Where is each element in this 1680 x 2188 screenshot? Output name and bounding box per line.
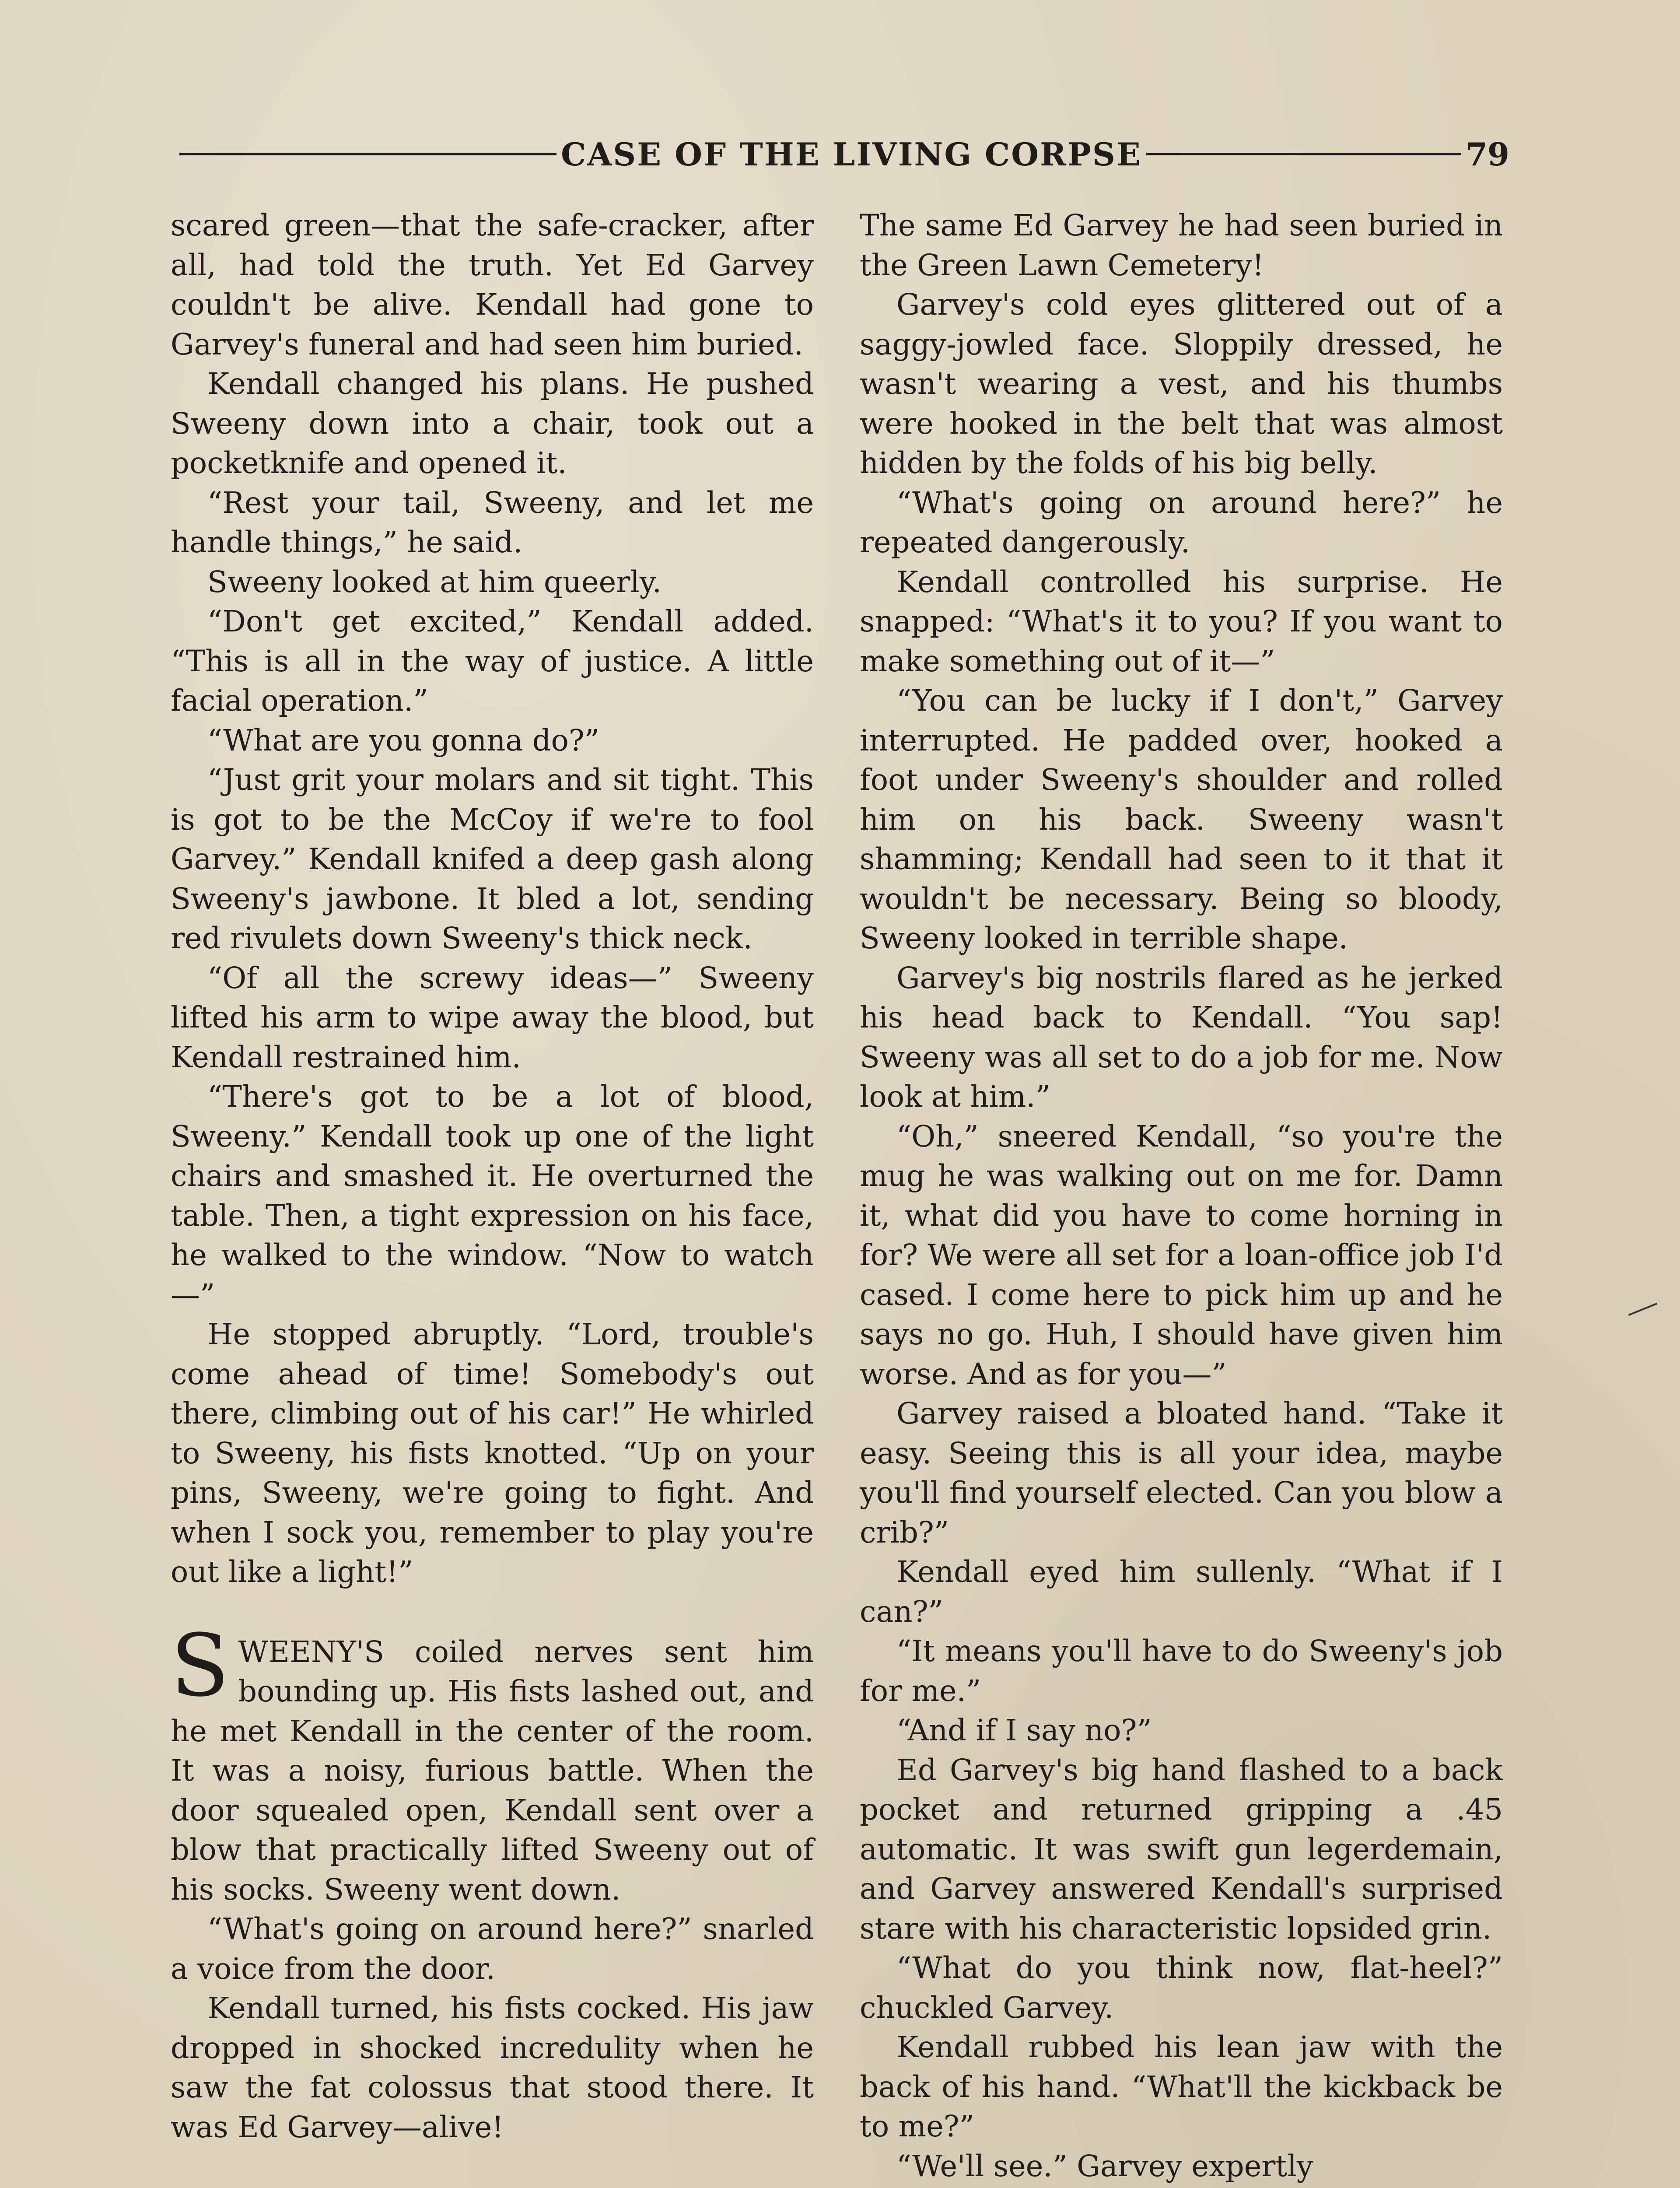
paragraph: Kendall controlled his surprise. He snapped: “What's it to you? If you want to make something out of it—” xyxy=(860,565,1503,678)
paragraph: Kendall eyed him sullenly. “What if I can?” xyxy=(860,1555,1503,1629)
paragraph: “You can be lucky if I don't,” Garvey interrupted. He padded over, hooked a foot under Sweeny's shoulder and rolled him on his back. Sweeny wasn't shamming; Kendall had seen to it that it wouldn't be necessary. Being so bloody, Sweeny looked in terrible shape. xyxy=(860,684,1503,955)
paragraph: The same Ed Garvey he had seen buried in the Green Lawn Cemetery! xyxy=(860,208,1503,282)
right-column xyxy=(860,206,1503,2188)
paragraph: “Oh,” sneered Kendall, “so you're the mug he was walking out on me for. Damn it, what did you have to come horning in for? We were all set for a loan-office job I'd cased. I come here to pick him up and he says no go. Huh, I should have given him worse. And as for you—” xyxy=(860,1119,1503,1391)
paragraph: Garvey raised a bloated hand. “Take it easy. Seeing this is all your idea, maybe you'll find yourself elected. Can you blow a crib?” xyxy=(860,1396,1503,1550)
running-title: CASE OF THE LIVING CORPSE xyxy=(561,135,1142,173)
section-break xyxy=(171,1592,814,1632)
paragraph: “What's going on around here?” snarled a voice from the door. xyxy=(171,1912,814,1986)
paragraph: “Just grit your molars and sit tight. This is got to be the McCoy if we're to fool Garvey.” Kendall knifed a deep gash along Sweeny's jawbone. It bled a lot, sending red rivulets down Sweeny's thick neck. xyxy=(171,763,814,955)
paragraph: “We'll see.” Garvey expertly xyxy=(896,2149,1313,2183)
paragraph: “Of all the screwy ideas—” Sweeny lifted his arm to wipe away the blood, but Kendall restrained him. xyxy=(171,961,814,1074)
paragraph: Garvey's cold eyes glittered out of a saggy-jowled face. Sloppily dressed, he wasn't wearing a vest, and his thumbs were hooked in the belt that was almost hidden by the folds of his big belly. xyxy=(860,288,1503,480)
paragraph: Garvey's big nostrils flared as he jerked his head back to Kendall. “You sap! Sweeny was all set to do a job for me. Now look at him.” xyxy=(860,961,1503,1114)
paragraph: Kendall rubbed his lean jaw with the back of his hand. “What'll the kickback be to me?” xyxy=(860,2030,1503,2143)
header-rule-left xyxy=(179,153,556,155)
paragraph: Kendall changed his plans. He pushed Sweeny down into a chair, took out a pocketknife and opened it. xyxy=(171,367,814,480)
drop-cap-paragraph xyxy=(171,1616,814,1910)
drop-cap: S xyxy=(171,1616,230,1716)
paragraph: scared green—that the safe-cracker, after all, had told the truth. Yet Ed Garvey couldn't be alive. Kendall had gone to Garvey's funeral and had seen him buried. xyxy=(171,208,814,361)
paragraph: “And if I say no?” xyxy=(896,1713,1152,1747)
paragraph: “What do you think now, flat-heel?” chuckled Garvey. xyxy=(860,1951,1503,2025)
paragraph: He stopped abruptly. “Lord, trouble's come ahead of time! Somebody's out there, climbing out of his car!” He whirled to Sweeny, his fists knotted. “Up on your pins, Sweeny, we're going to fight. And when I sock you, remember to play you're out like a light!” xyxy=(171,1317,814,1589)
paragraph: “There's got to be a lot of blood, Sweeny.” Kendall took up one of the light chairs and smashed it. He overturned the table. Then, a tight expression on his face, he walked to the window. “Now to watch—” xyxy=(171,1080,814,1312)
paragraph: Ed Garvey's big hand flashed to a back pocket and returned gripping a .45 automatic. It was swift gun legerdemain, and Garvey answered Kendall's surprised stare with his characteristic lopsided grin. xyxy=(860,1753,1503,1946)
paragraph: “Rest your tail, Sweeny, and let me handle things,” he said. xyxy=(171,485,814,559)
paragraph: “What are you gonna do?” xyxy=(207,723,600,757)
running-header xyxy=(179,128,1509,180)
paragraph: Sweeny looked at him queerly. xyxy=(207,565,662,599)
paragraph: “Don't get excited,” Kendall added. “This is all in the way of justice. A little facial operation.” xyxy=(171,604,814,718)
left-column xyxy=(171,206,814,2188)
paragraph: Kendall turned, his fists cocked. His jaw dropped in shocked incredulity when he saw the fat colossus that stood there. It was Ed Garvey—alive! xyxy=(171,1991,814,2144)
paragraph-text: WEENY'S coiled nerves sent him bounding up. His fists lashed out, and he met Kendall in the center of the room. It was a noisy, furious battle. When the door squealed open, Kendall sent over a blow that practically lifted Sweeny out of his socks. Sweeny went down. xyxy=(171,1634,814,1907)
header-rule-right xyxy=(1146,153,1461,155)
paragraph: “What's going on around here?” he repeated dangerously. xyxy=(860,485,1503,559)
paragraph: “It means you'll have to do Sweeny's job for me.” xyxy=(860,1634,1503,1708)
page-number: 79 xyxy=(1465,135,1509,173)
